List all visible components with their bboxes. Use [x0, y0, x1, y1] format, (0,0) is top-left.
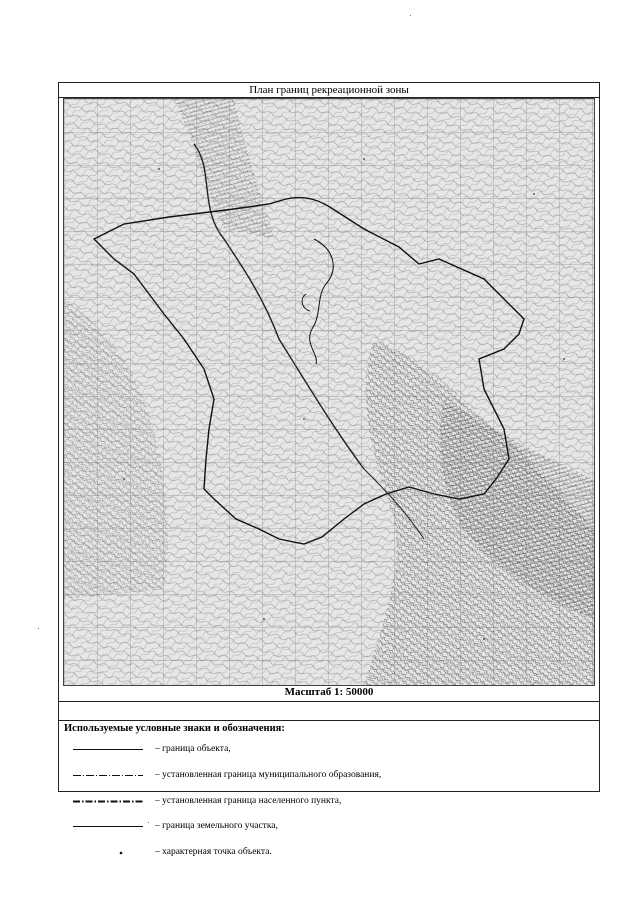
- section-divider: [59, 720, 599, 721]
- legend-item: [59, 794, 599, 808]
- bold-dash-dot-line-icon: [73, 800, 143, 803]
- map-sheet-frame: [58, 82, 600, 857]
- scan-speck: [38, 628, 39, 629]
- solid-line-icon: [73, 748, 143, 751]
- section-divider: [59, 701, 599, 702]
- solid-line-icon: [73, 825, 143, 828]
- legend-item: [59, 742, 599, 756]
- legend-item: [59, 845, 599, 859]
- scan-speck: [410, 15, 411, 16]
- scale-label: Масштаб 1: 50000: [284, 686, 374, 698]
- map-title: План границ рекреационной зоны: [59, 83, 599, 98]
- map-image: [64, 99, 594, 685]
- legend-item-text: – характерная точка объекта.: [155, 847, 272, 857]
- topographic-map: [63, 98, 595, 686]
- legend-item: [59, 768, 599, 782]
- legend-item-text: – установленная граница населенного пункта,: [155, 796, 342, 806]
- point-icon: [73, 849, 143, 855]
- legend-item-text: – граница земельного участка,: [155, 821, 278, 831]
- legend-item-text: – граница объекта,: [155, 744, 231, 754]
- legend-heading: Используемые условные знаки и обозначения:: [64, 723, 285, 734]
- dash-dot-line-icon: [73, 774, 143, 777]
- legend-item-text: – установленная граница муниципального образования,: [155, 770, 382, 780]
- legend-item: [59, 819, 599, 833]
